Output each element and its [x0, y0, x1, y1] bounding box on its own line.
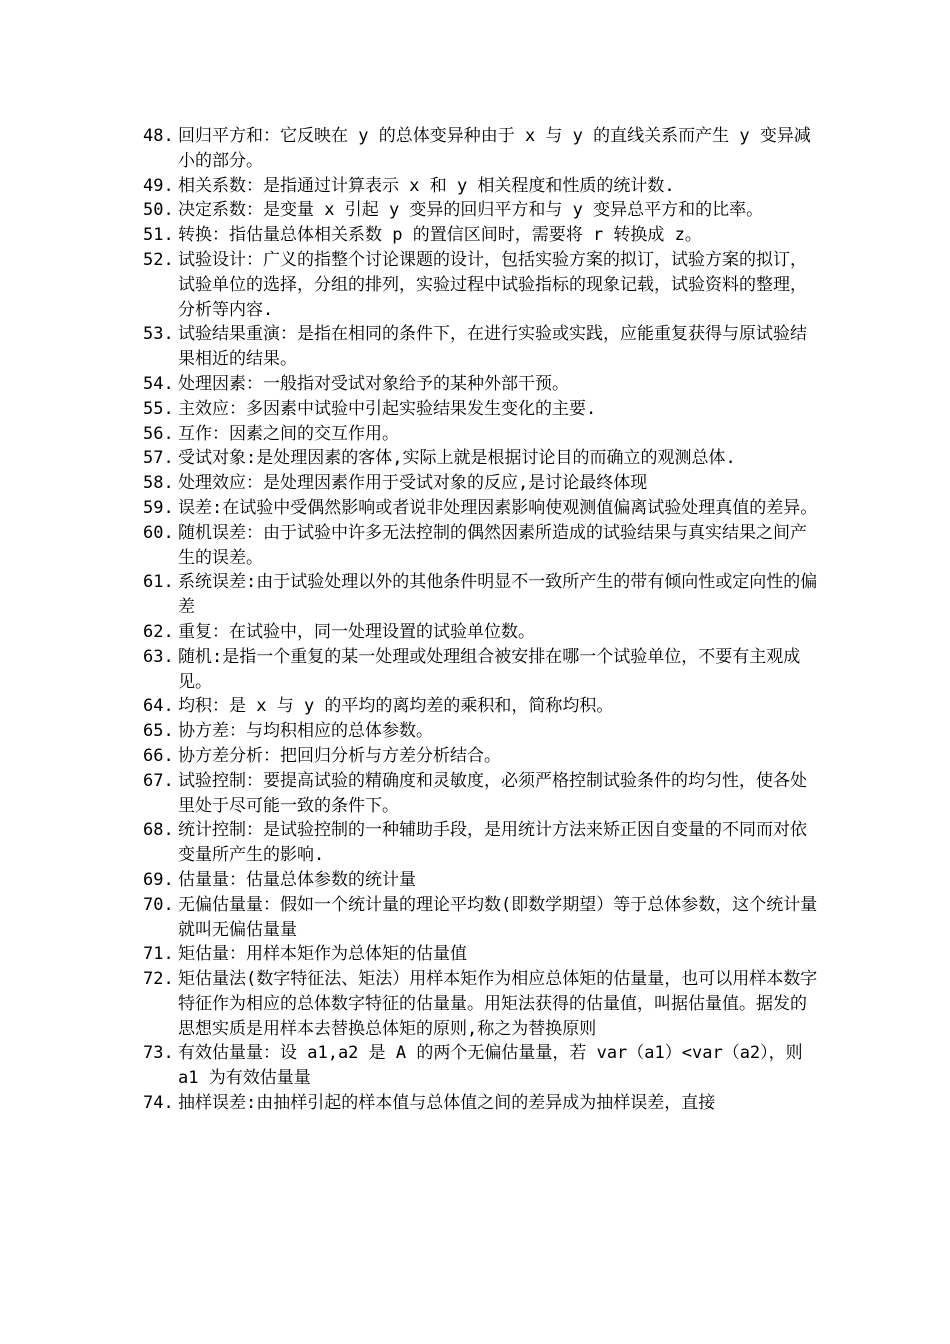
- entry-number: 48.: [143, 126, 174, 146]
- glossary-entry: [143, 570, 823, 620]
- glossary-entry: [143, 198, 823, 223]
- entry-text: 回归平方和：它反映在 y 的总体变异种由于 x 与 y 的直线关系而产生 y 变异减小的部分。: [178, 126, 811, 171]
- entry-text: 随机:是指一个重复的某一处理或处理组合被安排在哪一个试验单位，不要有主观成见。: [178, 646, 801, 692]
- glossary-entry: [143, 967, 823, 1041]
- entry-text: 处理因素：一般指对受试对象给予的某种外部干预。: [178, 373, 569, 394]
- entry-number: 57.: [143, 448, 174, 469]
- glossary-entry: [143, 694, 823, 719]
- glossary-entry: [143, 174, 823, 199]
- entry-number: 59.: [143, 497, 174, 518]
- entry-text: 相关系数：是指通过计算表示 x 和 y 相关程度和性质的统计数.: [178, 175, 675, 196]
- entry-number: 67.: [143, 770, 174, 791]
- entry-number: 62.: [143, 621, 174, 642]
- glossary-entry: [143, 322, 823, 372]
- entry-text: 均积：是 x 与 y 的平均的离均差的乘积和，简称均积。: [178, 696, 614, 717]
- entry-number: 49.: [143, 175, 174, 196]
- entry-number: 69.: [143, 869, 174, 890]
- entry-text: 无偏估量量：假如一个统计量的理论平均数(即数学期望）等于总体参数，这个统计量就叫无偏估量量: [178, 894, 818, 940]
- entry-number: 66.: [143, 745, 174, 766]
- entry-number: 53.: [143, 324, 174, 345]
- glossary-entry: [143, 1091, 823, 1116]
- entry-text: 估量量：估量总体参数的统计量: [178, 869, 416, 890]
- entry-number: 68.: [143, 820, 174, 841]
- glossary-entry: [143, 942, 823, 967]
- entry-text: 协方差分析：把回归分析与方差分析结合。: [178, 745, 501, 766]
- glossary-entry: [143, 496, 823, 521]
- glossary-entry: [143, 620, 823, 645]
- glossary-entry: [143, 372, 823, 397]
- entry-text: 随机误差：由于试验中许多无法控制的偶然因素所造成的试验结果与真实结果之间产生的误差。: [178, 522, 807, 568]
- glossary-entry: [143, 769, 823, 819]
- entry-number: 64.: [143, 696, 174, 717]
- entry-text: 试验控制：要提高试验的精确度和灵敏度，必须严格控制试验条件的均匀性，使各处里处于尽可能一致的条件下。: [178, 770, 807, 816]
- glossary-entry: [143, 818, 823, 868]
- entry-number: 74.: [143, 1093, 174, 1114]
- entry-text: 重复：在试验中，同一处理设置的试验单位数。: [178, 621, 535, 642]
- glossary-entry: [143, 868, 823, 893]
- entry-text: 试验结果重演：是指在相同的条件下，在进行实验或实践，应能重复获得与原试验结果相近的结果。: [178, 324, 807, 370]
- entry-number: 63.: [143, 646, 174, 667]
- entry-number: 55.: [143, 398, 174, 419]
- glossary-entry: [143, 397, 823, 422]
- entry-text: 系统误差:由于试验处理以外的其他条件明显不一致所产生的带有倾向性或定向性的偏差: [178, 572, 818, 618]
- entry-number: 61.: [143, 572, 174, 593]
- glossary-entry: [143, 446, 823, 471]
- glossary-entry: [143, 719, 823, 744]
- entry-text: 抽样误差:由抽样引起的样本值与总体值之间的差异成为抽样误差，直接: [178, 1093, 716, 1114]
- glossary-entry: [143, 521, 823, 571]
- entry-text: 矩估量：用样本矩作为总体矩的估量值: [178, 944, 467, 965]
- entry-text: 转换：指估量总体相关系数 p 的置信区间时，需要将 r 转换成 z。: [178, 225, 702, 246]
- entry-text: 误差:在试验中受偶然影响或者说非处理因素影响使观测值偏离试验处理真值的差异。: [178, 497, 818, 518]
- entry-text: 主效应：多因素中试验中引起实验结果发生变化的主要.: [178, 398, 597, 419]
- glossary-entry: [143, 248, 823, 322]
- entry-text: 处理效应：是处理因素作用于受试对象的反应,是讨论最终体现: [178, 473, 648, 494]
- entry-number: 72.: [143, 969, 174, 990]
- entry-text: 决定系数：是变量 x 引起 y 变异的回归平方和与 y 变异总平方和的比率。: [178, 200, 764, 221]
- glossary-entry: [143, 744, 823, 769]
- glossary-entry: [143, 645, 823, 695]
- entry-text: 统计控制：是试验控制的一种辅助手段，是用统计方法来矫正因自变量的不同而对依变量所产生的影响.: [178, 820, 807, 866]
- glossary-entry: [143, 1041, 823, 1091]
- entry-text: 受试对象:是处理因素的客体,实际上就是根据讨论目的而确立的观测总体.: [178, 448, 736, 469]
- entry-number: 52.: [143, 249, 174, 270]
- entry-number: 71.: [143, 944, 174, 965]
- entry-number: 58.: [143, 473, 174, 494]
- entry-number: 51.: [143, 225, 174, 246]
- entry-text: 互作：因素之间的交互作用。: [178, 423, 399, 444]
- glossary-entry: [143, 422, 823, 447]
- entry-text: 矩估量法(数字特征法、矩法）用样本矩作为相应总体矩的估量量，也可以用样本数字特征作为相应的总体数字特征的估量量。用矩法获得的估量值，叫据估量值。据发的思想实质是用样本去替换总体矩的原则,称之为替换原则: [178, 969, 818, 1039]
- glossary-entry: [143, 893, 823, 943]
- glossary-entry: [143, 124, 823, 174]
- entry-number: 73.: [143, 1043, 174, 1064]
- entry-number: 70.: [143, 894, 174, 915]
- entry-number: 54.: [143, 373, 174, 394]
- glossary-entry: [143, 471, 823, 496]
- entry-number: 56.: [143, 423, 174, 444]
- entry-number: 65.: [143, 721, 174, 742]
- entry-number: 60.: [143, 522, 174, 543]
- entry-text: 有效估量量：设 a1,a2 是 A 的两个无偏估量量，若 var（a1）<var（a2），则 a1 为有效估量量: [178, 1043, 803, 1089]
- entry-text: 试验设计：广义的指整个讨论课题的设计，包括实验方案的拟订，试验方案的拟订，试验单位的选择，分组的排列，实验过程中试验指标的现象记载，试验资料的整理，分析等内容.: [178, 249, 807, 320]
- entry-text: 协方差：与均积相应的总体参数。: [178, 721, 433, 742]
- entry-number: 50.: [143, 200, 174, 221]
- glossary-list: [143, 124, 823, 1116]
- glossary-entry: [143, 223, 823, 248]
